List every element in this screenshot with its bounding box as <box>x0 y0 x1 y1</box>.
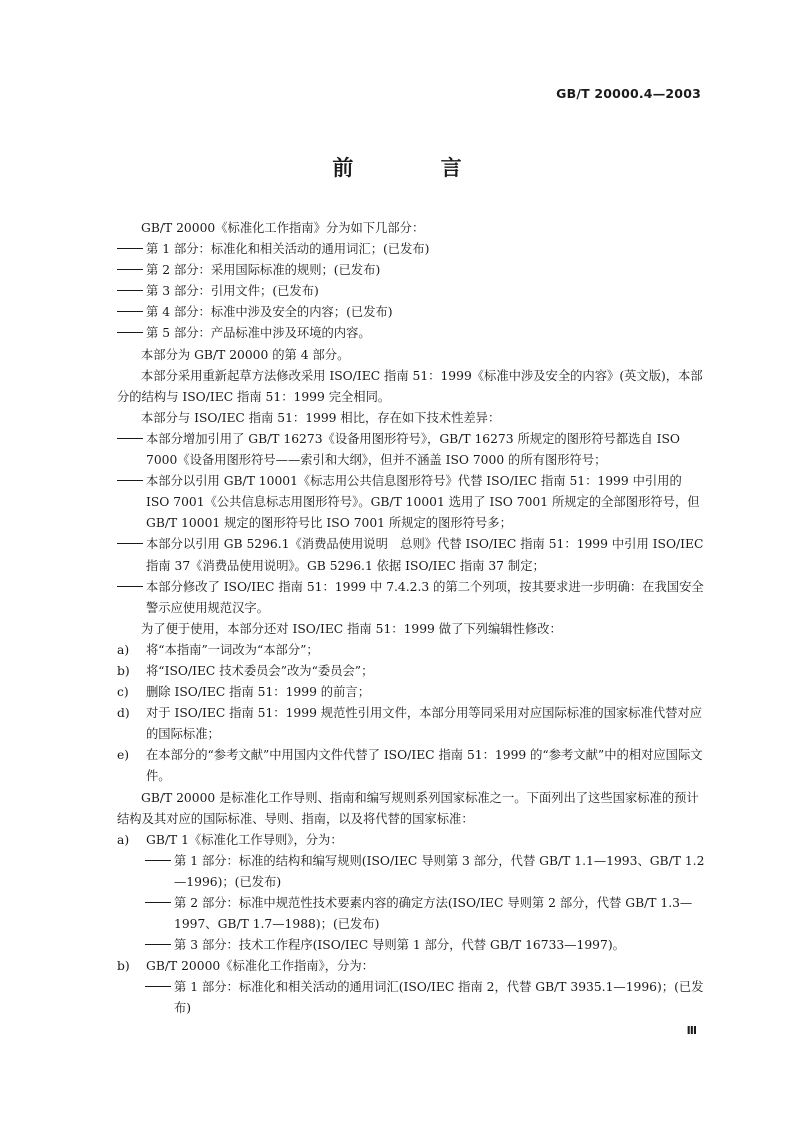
edit-item <box>117 703 707 745</box>
series-part-item <box>117 935 707 956</box>
dash-mark <box>117 323 146 344</box>
edit-item-mark: c) <box>117 685 129 700</box>
series-intro-paragraph: GB/T 20000 是标准化工作导则、指南和编写规则系列国家标准之一。下面列出了这些国家标准的预计结构及其对应的国际标准、导则、指南，以及将代替的国家标准： <box>117 790 699 826</box>
edit-item-text: 在本部分的“参考文献”中用国内文件代替了 ISO/IEC 指南 51：1999 的“参考文献”中的相对应国际文件。 <box>146 748 703 784</box>
part-item <box>117 239 707 260</box>
this-part-paragraph: 本部分为 GB/T 20000 的第 4 部分。 <box>141 347 350 362</box>
dash-mark <box>145 935 174 956</box>
part-item <box>117 260 707 281</box>
series-item-text: GB/T 20000《标准化工作指南》，分为： <box>146 959 374 974</box>
part-item-text: 第 2 部分：采用国际标准的规则；(已发布) <box>146 263 381 278</box>
part-item-text: 第 1 部分：标准化和相关活动的通用词汇；(已发布) <box>146 242 430 257</box>
edit-item-text: 对于 ISO/IEC 指南 51：1999 规范性引用文件，本部分用等同采用对应国际标准的国家标准代替对应的国际标准； <box>146 706 703 742</box>
dash-mark <box>117 260 146 281</box>
part-item <box>117 302 707 323</box>
dash-mark <box>145 893 174 914</box>
part-item <box>117 281 707 302</box>
series-part-item <box>117 851 707 893</box>
diff-item-text: 本部分以引用 GB 5296.1《消费品使用说明 总则》代替 ISO/IEC 指南 51：1999 中引用 ISO/IEC指南 37《消费品使用说明》。GB 5296.1 依据 ISO/IEC 指南 37 制定； <box>146 537 704 573</box>
standard-code: GB/T 20000.4—2003 <box>556 86 701 101</box>
series-item <box>117 830 707 851</box>
series-item-text: GB/T 1《标准化工作导则》，分为： <box>146 832 343 847</box>
diff-intro-paragraph: 本部分与 ISO/IEC 指南 51：1999 相比，存在如下技术性差异： <box>141 410 501 425</box>
edit-item-mark: d) <box>117 706 130 721</box>
adoption-paragraph: 本部分采用重新起草方法修改采用 ISO/IEC 指南 51：1999《标准中涉及安全的内容》(英文版)，本部分的结构与 ISO/IEC 指南 51：1999 完全相同。 <box>117 368 703 404</box>
edit-item-mark: a) <box>117 642 130 657</box>
edit-item <box>117 745 707 787</box>
dash-mark <box>117 429 146 450</box>
edit-item-text: 将“ISO/IEC 技术委员会”改为“委员会”； <box>146 663 374 678</box>
series-part-text: 第 1 部分：标准化和相关活动的通用词汇(ISO/IEC 指南 2，代替 GB/T 3935.1—1996)；(已发布) <box>174 980 704 1016</box>
edit-intro-paragraph: 为了便于使用，本部分还对 ISO/IEC 指南 51：1999 做了下列编辑性修改： <box>141 621 562 636</box>
diff-item <box>117 534 707 576</box>
diff-item <box>117 429 707 471</box>
series-part-item <box>117 893 707 935</box>
diff-item-text: 本部分以引用 GB/T 10001《标志用公共信息图形符号》代替 ISO/IEC 指南 51：1999 中引用的 ISO 7001《公共信息标志用图形符号》。GB/T 10001 选用了 ISO 7001 所规定的全部图形符号，但 GB/T 10001 规定的图形符号比 ISO 7001 所规定的图形符号多； <box>146 474 700 531</box>
dash-mark <box>117 577 146 598</box>
dash-mark <box>117 534 146 555</box>
series-part-text: 第 3 部分：技术工作程序(ISO/IEC 导则第 1 部分，代替 GB/T 16733—1997)。 <box>174 938 625 953</box>
edit-item-mark: e) <box>117 748 130 763</box>
dash-mark <box>117 239 146 260</box>
part-item-text: 第 3 部分：引用文件；(已发布) <box>146 284 319 299</box>
preface-body <box>117 218 707 1020</box>
dash-mark <box>117 302 146 323</box>
dash-mark <box>117 471 146 492</box>
series-item <box>117 956 707 977</box>
dash-mark <box>117 281 146 302</box>
dash-mark <box>145 977 174 998</box>
page-title: 前 言 <box>332 156 502 180</box>
dash-mark <box>145 851 174 872</box>
edit-item-mark: b) <box>117 663 130 678</box>
series-item-mark: b) <box>117 959 130 974</box>
series-part-text: 第 1 部分：标准的结构和编写规则(ISO/IEC 导则第 3 部分，代替 GB/T 1.1—1993、GB/T 1.2—1996)；(已发布) <box>174 853 705 889</box>
diff-item-text: 本部分修改了 ISO/IEC 指南 51：1999 中 7.4.2.3 的第二个列项，按其要求进一步明确：在我国安全警示应使用规范汉字。 <box>146 579 704 615</box>
series-item-mark: a) <box>117 832 130 847</box>
series-part-text: 第 2 部分：标准中规范性技术要素内容的确定方法(ISO/IEC 导则第 2 部分，代替 GB/T 1.3—1997、GB/T 1.7—1988)；(已发布) <box>174 896 693 932</box>
part-item <box>117 323 707 344</box>
part-item-text: 第 5 部分：产品标准中涉及环境的内容。 <box>146 326 371 341</box>
edit-item-text: 将“本指南”一词改为“本部分”； <box>146 642 319 657</box>
edit-item-text: 删除 ISO/IEC 指南 51：1999 的前言； <box>146 685 370 700</box>
diff-item <box>117 577 707 619</box>
part-item-text: 第 4 部分：标准中涉及安全的内容；(已发布) <box>146 305 393 320</box>
edit-item <box>117 640 707 661</box>
edit-item <box>117 661 707 682</box>
intro-paragraph: GB/T 20000《标准化工作指南》分为如下几部分： <box>141 221 425 235</box>
diff-item-text: 本部分增加引用了 GB/T 16273《设备用图形符号》，GB/T 16273 所规定的图形符号都选自 ISO 7000《设备用图形符号——索引和大纲》，但并不涵盖 ISO 7000 的所有图形符号； <box>146 431 681 468</box>
series-part-item <box>117 977 707 1019</box>
edit-item <box>117 682 707 703</box>
diff-item <box>117 471 707 534</box>
page-number: Ⅲ <box>686 1024 697 1037</box>
